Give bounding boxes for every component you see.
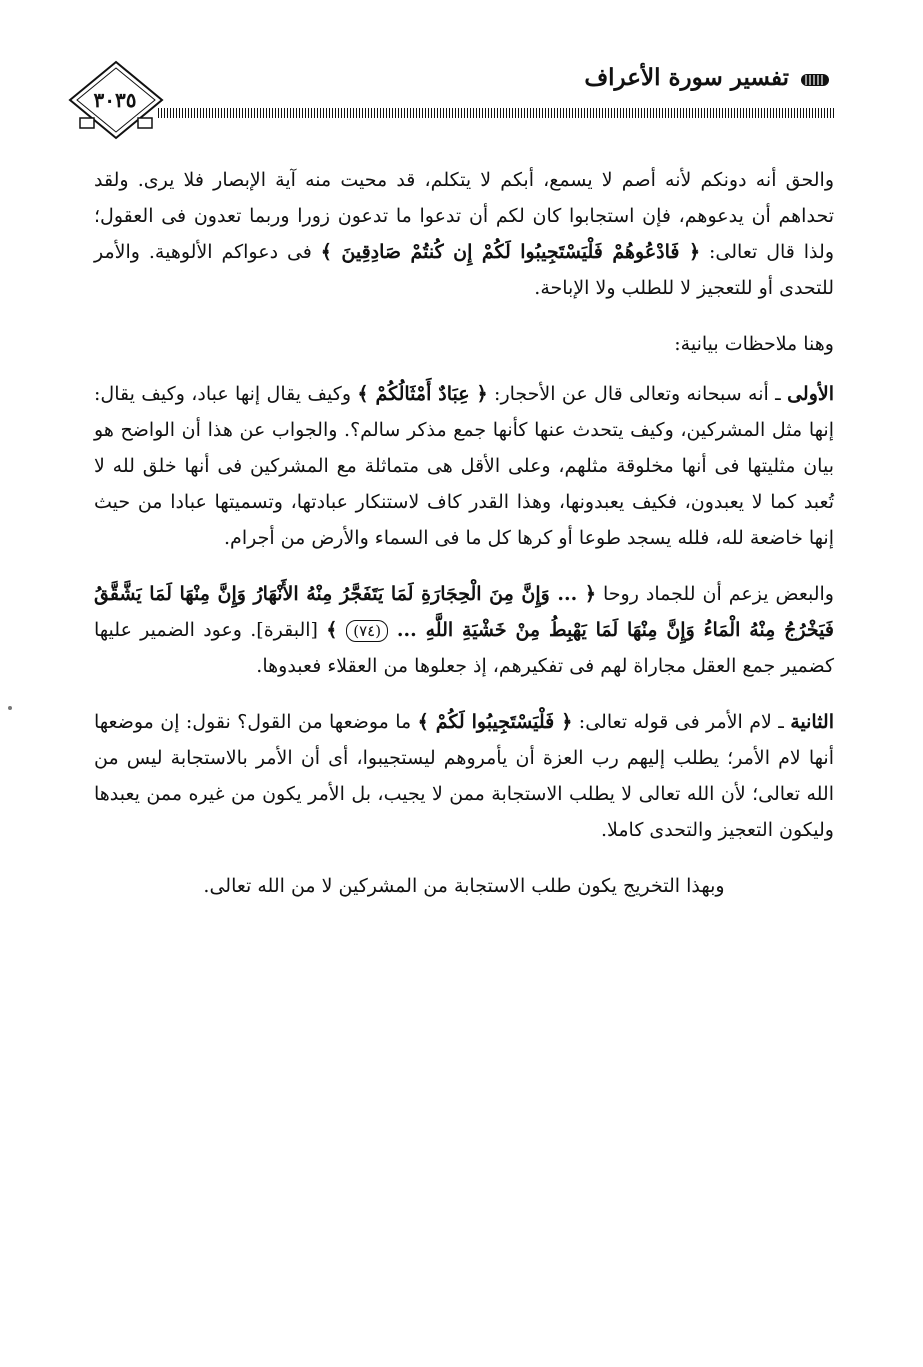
quran-quote: الأولى — [787, 383, 835, 405]
quran-quote: ﴿ عِبَادٌ أَمْثَالُكُمْ ﴾ — [357, 383, 488, 405]
page-number: ٣٠٣٥ — [93, 88, 137, 112]
text-run: والحق أنه دونكم لأنه أصم لا يسمع، أبكم لا يتكلم، قد محيت منه آية الإبصار فلا يرى. ولقد تحداهم أن يدعوهم، فإن استجابوا كان لكم أن تدعوا ما تدعون زورا وربما تعدون فى العقول؛ ولذا قال تعالى: — [94, 169, 834, 263]
margin-mark — [8, 706, 12, 710]
quran-quote: الثانية — [790, 711, 835, 733]
paragraph — [94, 704, 834, 848]
text-run: فى دعواكم الألوهية. والأمر للتحدى أو للتعجيز لا للطلب ولا الإباحة. — [94, 241, 834, 299]
text-run: وهنا ملاحظات بيانية: — [674, 333, 834, 355]
text-run: ـ لام الأمر فى قوله تعالى: — [572, 711, 791, 733]
paragraph — [94, 576, 834, 684]
body-text — [94, 162, 834, 924]
quran-quote: ﴾ — [326, 619, 347, 641]
quran-quote: ﴿ ... وَإِنَّ مِنَ الْحِجَارَةِ لَمَا يَتَفَجَّرُ مِنْهُ الأَنْهَارُ وَإِنَّ مِنْهَا لَمَا يَشَّقَّقُ فَيَخْرُجُ مِنْهُ الْمَاءُ وَإِنَّ مِنْهَا لَمَا يَهْبِطُ مِنْ خَشْيَةِ اللَّهِ ... — [94, 583, 834, 641]
text-run: وبهذا التخريج يكون طلب الاستجابة من المشركين لا من الله تعالى. — [203, 875, 725, 897]
quran-quote: ﴿ فَلْيَسْتَجِيبُوا لَكُمْ ﴾ — [417, 711, 573, 733]
header-rule — [158, 108, 835, 118]
paragraph — [94, 376, 834, 556]
running-title: تفسير سورة الأعراف — [584, 64, 789, 91]
quran-quote: ﴿ فَادْعُوهُمْ فَلْيَسْتَجِيبُوا لَكُمْ إِن كُنتُمْ صَادِقِينَ ﴾ — [320, 241, 701, 263]
text-run: [البقرة]. وعود الضمير عليها كضمير جمع العقل مجاراة لهم فى تفكيرهم، إذ جعلوها من العقلاء فعبدوها. — [94, 619, 834, 677]
ornament-icon — [801, 72, 829, 88]
paragraph — [94, 162, 834, 306]
verse-number: (٧٤) — [346, 620, 388, 642]
text-run: وكيف يقال إنها عباد، وكيف يقال: إنها مثل المشركين، وكيف يتحدث عنها كأنها جمع مذكر سالم؟. والجواب عن هذا أن الواضح هو بيان مثليتها فى أنها مخلوقة مثلهم، وعلى الأقل هى متماثلة مع المشركين فى أنها خلق لله لا تُعبد كما لا يعبدون، فكيف يعبدونها، وهذا القدر كاف لاستنكار عبادتها، وتسميتها عبادا من حيث إنها خاضعة لله، فلله يسجد طوعا أو كرها كل ما فى السماء والأرض من أجرام. — [94, 383, 834, 549]
page-header — [62, 60, 837, 140]
paragraph — [94, 868, 834, 904]
text-run: ما موضعها من القول؟ نقول: إن موضعها أنها لام الأمر؛ يطلب إليهم رب العزة أن يأمروهم ليستجيبوا، أى أن الأمر بالاستجابة ليس من الله تعالى؛ لأن الله تعالى لا يطلب الاستجابة ممن لا يجيب، بل الأمر يكون من غيره ممن يعبدها وليكون التعجيز والتحدى كاملا. — [94, 711, 834, 841]
text-run: ـ أنه سبحانه وتعالى قال عن الأحجار: — [487, 383, 788, 405]
paragraph — [94, 326, 834, 362]
text-run: والبعض يزعم أن للجماد روحا — [596, 583, 834, 605]
